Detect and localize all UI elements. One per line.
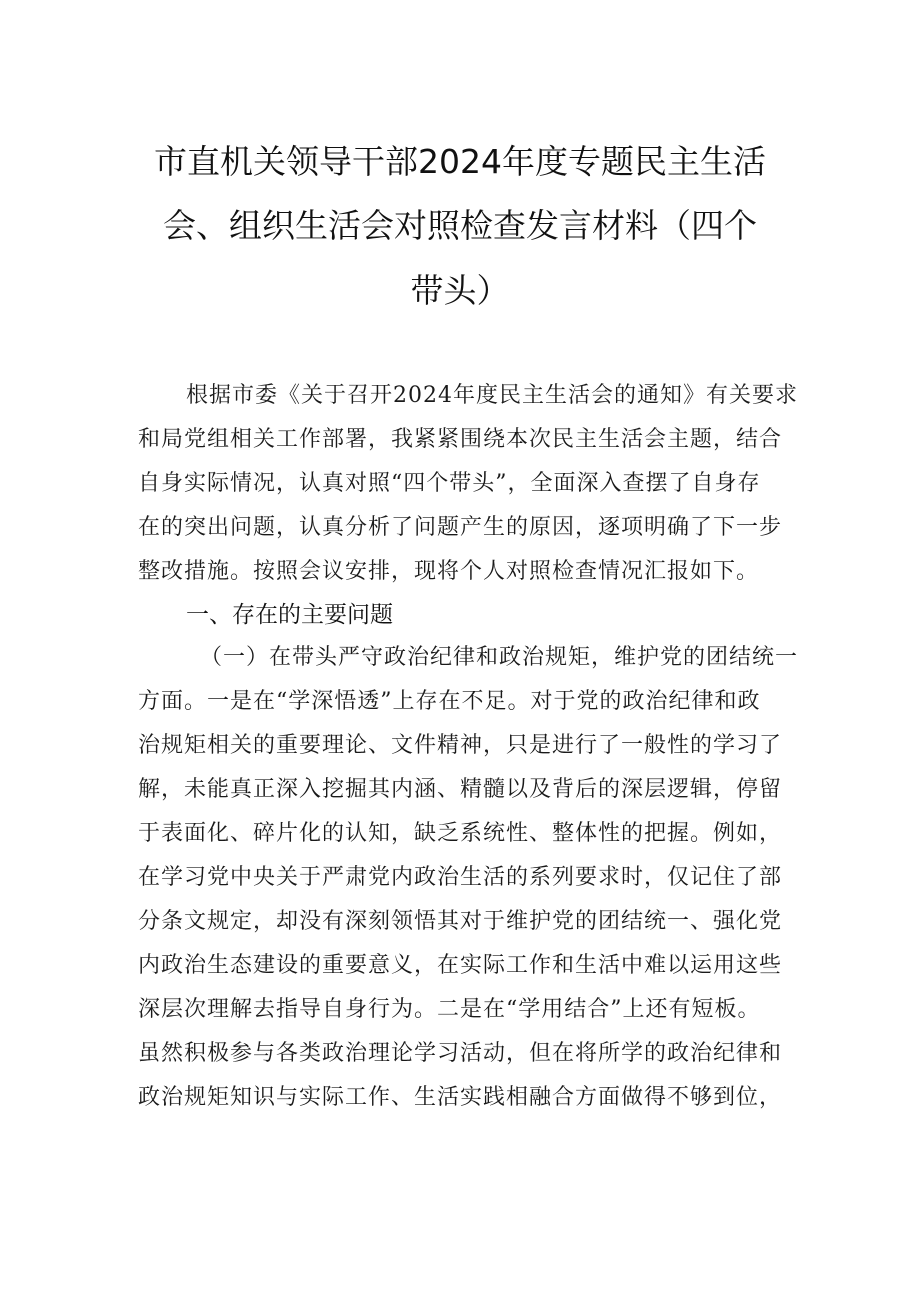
section-heading: 一、存在的主要问题 [186, 602, 393, 628]
intro-line-3: 自身实际情况，认真对照“四个带头”，全面深入查摆了自身存 [138, 471, 761, 496]
intro-line-1: 根据市委《关于召开2024年度民主生活会的通知》有关要求 [186, 383, 798, 408]
body-line-3: 治规矩相关的重要理论、文件精神，只是进行了一般性的学习了 [138, 733, 783, 758]
body-line-7: 分条文规定，却没有深刻领悟其对于维护党的团结统一、强化党 [138, 909, 783, 934]
intro-line-4: 在的突出问题，认真分析了问题产生的原因，逐项明确了下一步 [138, 515, 783, 540]
title-line-3: 带头） [410, 271, 510, 310]
body-line-5: 于表面化、碎片化的认知，缺乏系统性、整体性的把握。例如， [138, 821, 783, 846]
body-line-2: 方面。一是在“学深悟透”上存在不足。对于党的政治纪律和政 [138, 689, 761, 714]
body-line-8: 内政治生态建设的重要意义，在实际工作和生活中难以运用这些 [138, 953, 783, 978]
intro-line-2: 和局党组相关工作部署，我紧紧围绕本次民主生活会主题，结合 [138, 427, 783, 452]
body-line-1: （一）在带头严守政治纪律和政治规矩，维护党的团结统一 [200, 645, 799, 670]
body-line-10: 虽然积极参与各类政治理论学习活动，但在将所学的政治纪律和 [138, 1041, 783, 1066]
body-line-6: 在学习党中央关于严肃党内政治生活的系列要求时，仅记住了部 [138, 865, 783, 890]
title-line-1: 市直机关领导干部2024年度专题民主生活 [154, 142, 766, 181]
title-line-2: 会、组织生活会对照检查发言材料（四个 [163, 206, 757, 245]
body-line-4: 解，未能真正深入挖掘其内涵、精髓以及背后的深层逻辑，停留 [138, 777, 783, 802]
body-line-9: 深层次理解去指导自身行为。二是在“学用结合”上还有短板。 [138, 997, 761, 1022]
body-line-11: 政治规矩知识与实际工作、生活实践相融合方面做得不够到位， [138, 1085, 783, 1110]
intro-line-5: 整改措施。按照会议安排，现将个人对照检查情况汇报如下。 [138, 559, 760, 584]
